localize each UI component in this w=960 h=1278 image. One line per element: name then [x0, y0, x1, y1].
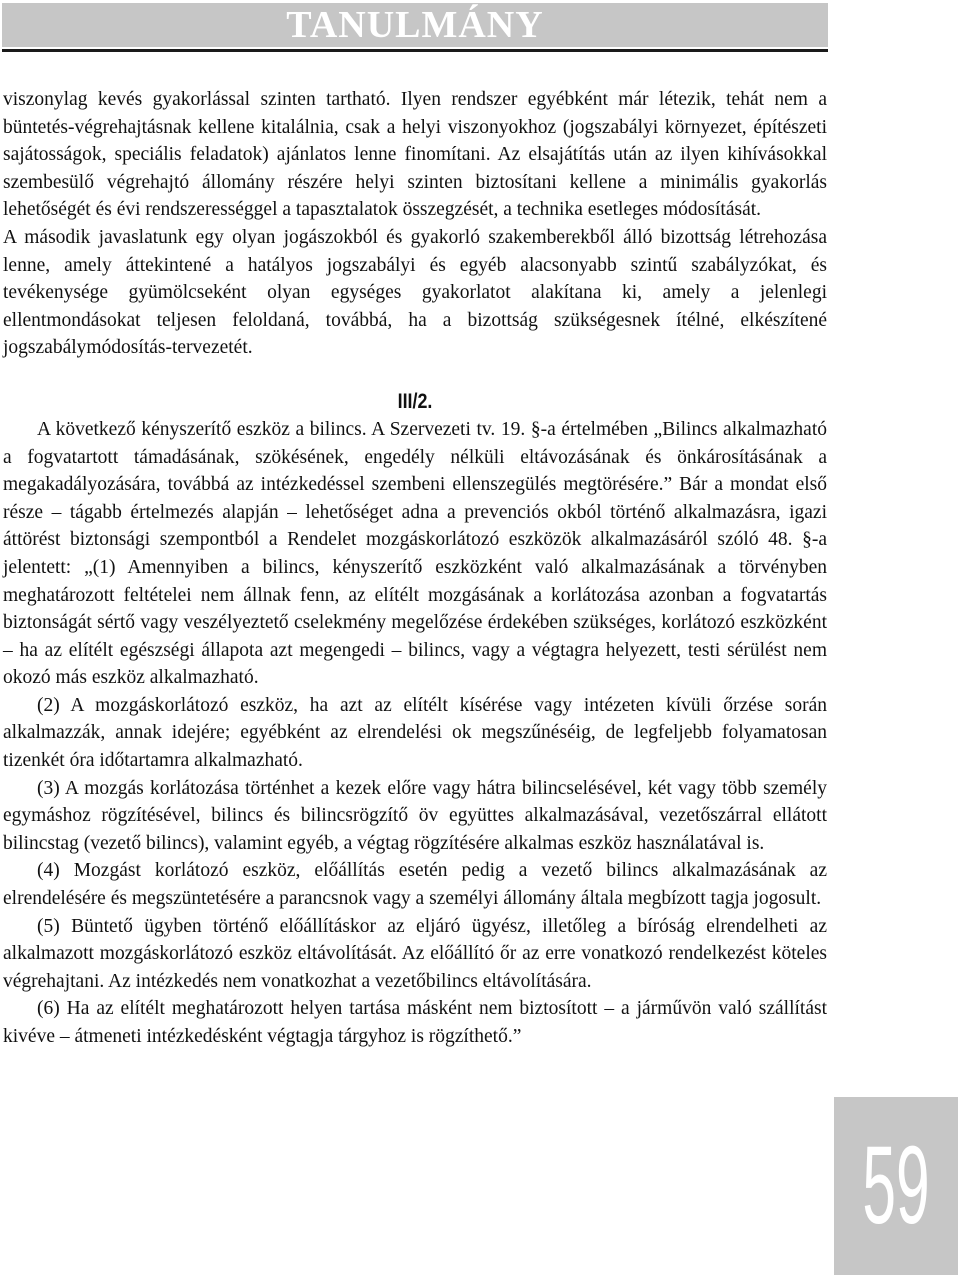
paragraph-clause-6: (6) Ha az elítélt meghatározott helyen tartása másként nem biztosított – a járművön való szállítást kivéve – átmeneti intézkedésként végtagja tárgyhoz is rögzíthető.” — [3, 998, 827, 1047]
paragraph-clause-5: (5) Büntető ügyben történő előállításkor az eljáró ügyész, illetőleg a bíróság elrendelheti az alkalmazott mozgáskorlátozó eszköz eltávolítását. Az előállító őr az erre vonatkozó rendelkezést köteles végrehajtani. Az intézkedés nem vonatkozhat a vezetőbilincs eltávolítására. — [3, 915, 827, 992]
article-body — [3, 86, 827, 1051]
paragraph-clause-3: (3) A mozgás korlátozása történhet a kezek előre vagy hátra bilincselésével, két vagy több személy egymáshoz rögzítésével, bilincs és bilincsrögzítő öv együttes alkalmazásával, vezetőszárral ellátott bilincstag (vezető bilincs), valamint egyéb, a végtag rögzítésére alkalmas eszköz használatával is. — [3, 777, 827, 854]
paragraph-intro: viszonylag kevés gyakorlással szinten tartható. Ilyen rendszer egyébként már létezik, tehát nem a büntetés-végrehajtásnak kellene kitalálnia, csak a helyi viszonyokhoz (jogszabályi környezet, építészeti sajátosságok, speciális feladatok) ajánlatos lenne finomítani. Az elsajátítás után az ilyen kihívásokkal szembesülő végrehajtó állomány részére helyi szinten biztosítani kellene a minimális gyakorlás lehetőségét és évi rendszerességgel a tapasztalatok összegzését, a technika esetleges módosítását. — [3, 89, 827, 221]
paragraph-proposal: A második javaslatunk egy olyan jogászokból és gyakorló szakemberekből álló bizottság létrehozása lenne, amely áttekintené a hatályos jogszabályi és egyéb alacsonyabb szintű szabályzókat, és tevékenysége gyümölcseként olyan egységes gyakorlatot alakítana ki, amely a jelenlegi ellentmondásokat teljesen feloldaná, továbbá, ha a bizottság szükségesnek ítélné, elkészítené jogszabálymódosítás-tervezetét. — [3, 226, 827, 359]
section-heading: III/2. — [397, 389, 433, 413]
page-number: 59 — [862, 1124, 930, 1247]
paragraph-clause-4: (4) Mozgást korlátozó eszköz, előállítás esetén pedig a vezető bilincs alkalmazásának az elrendelésére és megszüntetésére a parancsnok vagy a személyi állomány általa megbízott tagja jogosult. — [3, 860, 827, 910]
section-title: TANULMÁNY — [286, 4, 544, 46]
paragraph-clause-2: (2) A mozgáskorlátozó eszköz, ha azt az elítélt kísérése vagy intézeten kívüli őrzése során alkalmazzák, annak idejére; egyébként az elrendelési ok megszűnéséig, de legfeljebb folyamatosan tizenkét óra időtartamra alkalmazható. — [3, 694, 827, 772]
paragraph-handcuff: A következő kényszerítő eszköz a bilincs. A Szervezeti tv. 19. §-a értelmében „Bilincs alkalmazható a fogvatartott támadásának, szökésének, engedély nélküli eltávozásának és önkárosításának a megakadályozására, továbbá az intézkedéssel szembeni ellenszegülés megtörésére.” Bár a mondat első része – tágabb értelmezés alapján – lehetőséget adna a prevenciós okból történő alkalmazásra, igazi áttörést biztonsági szempontból a Rendelet mozgáskorlátozó eszközök alkalmazásáról szóló 48. §-a jelentett: „(1) Amennyiben a bilincs, kényszerítő eszközként való alkalmazásának a törvényben meghatározott feltételei nem állnak fenn, az elítélt mozgásának a korlátozása azonban a fogvatartás biztonságát sértő vagy veszélyeztető cselekmény megelőzése érdekében szükséges, korlátozó eszközként – ha az elítélt egészségi állapota azt megengedi – bilincs, vagy a végtagra helyezett, testi sérülést nem okozó más eszköz alkalmazható. — [3, 418, 827, 689]
header-rule — [2, 49, 828, 52]
